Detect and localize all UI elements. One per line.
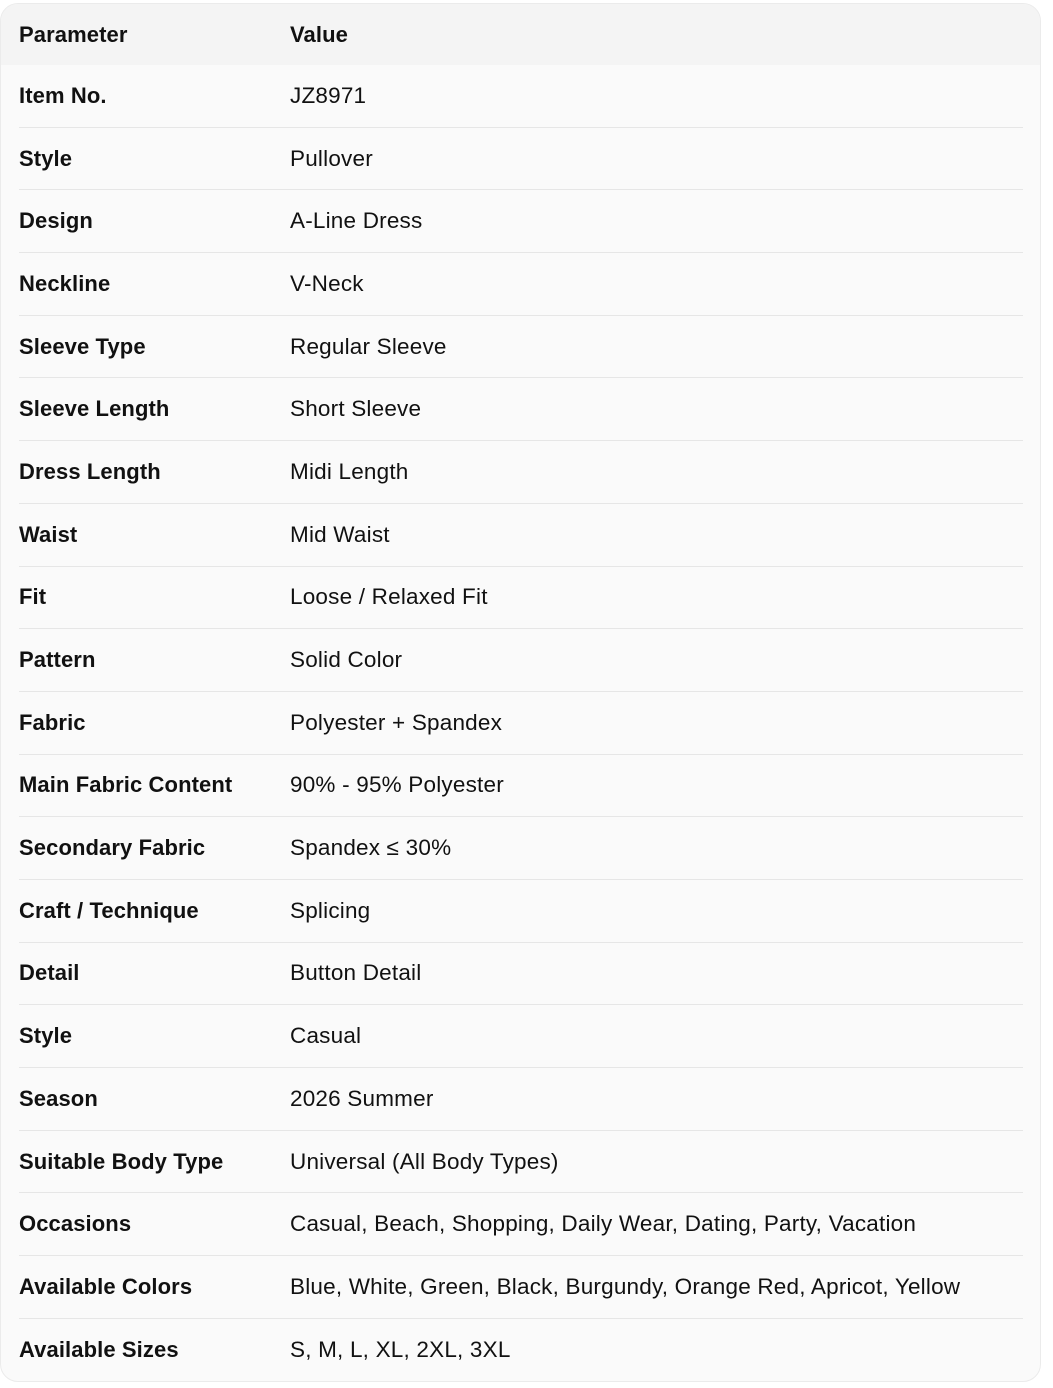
table-row <box>19 692 1023 755</box>
row-parameter: Fabric <box>19 709 86 735</box>
row-parameter: Sleeve Length <box>19 396 170 422</box>
table-row <box>19 504 1023 567</box>
table-row <box>19 378 1023 441</box>
row-value: Mid Waist <box>290 521 390 547</box>
table-row <box>19 128 1023 191</box>
row-parameter: Design <box>19 208 93 234</box>
table-row <box>19 943 1023 1006</box>
header-value: Value <box>290 21 348 47</box>
header-parameter: Parameter <box>19 21 128 47</box>
row-value: Loose / Relaxed Fit <box>290 584 488 610</box>
row-parameter: Waist <box>19 521 78 547</box>
row-parameter: Occasions <box>19 1211 132 1237</box>
table-row <box>19 1131 1023 1194</box>
table-row <box>19 441 1023 504</box>
table-header <box>1 4 1040 65</box>
row-value: V-Neck <box>290 270 364 296</box>
table-row <box>19 316 1023 379</box>
row-parameter: Available Colors <box>19 1273 193 1299</box>
table-row <box>19 1005 1023 1068</box>
row-value: Solid Color <box>290 647 403 673</box>
row-parameter: Secondary Fabric <box>19 835 206 861</box>
row-parameter: Detail <box>19 960 80 986</box>
table-row <box>19 567 1023 630</box>
table-row <box>19 1256 1023 1319</box>
row-value: Short Sleeve <box>290 396 422 422</box>
row-parameter: Main Fabric Content <box>19 772 233 798</box>
row-value: 2026 Summer <box>290 1085 434 1111</box>
row-value: Casual, Beach, Shopping, Daily Wear, Dating, Party, Vacation <box>290 1211 917 1237</box>
table-row <box>19 817 1023 880</box>
table-row <box>19 65 1023 128</box>
table-row <box>19 253 1023 316</box>
row-parameter: Style <box>19 145 73 171</box>
table-row <box>19 190 1023 253</box>
table-row <box>19 880 1023 943</box>
row-parameter: Dress Length <box>19 458 161 484</box>
table-row <box>19 755 1023 818</box>
row-parameter: Style <box>19 1023 73 1049</box>
row-value: Blue, White, Green, Black, Burgundy, Orange Red, Apricot, Yellow <box>290 1273 961 1299</box>
table-row <box>19 629 1023 692</box>
row-parameter: Season <box>19 1085 98 1111</box>
row-value: Spandex ≤ 30% <box>290 835 452 861</box>
row-parameter: Fit <box>19 584 47 610</box>
row-value: A-Line Dress <box>290 208 423 234</box>
table-row <box>19 1319 1023 1382</box>
row-value: Casual <box>290 1023 362 1049</box>
row-parameter: Sleeve Type <box>19 333 146 359</box>
row-parameter: Suitable Body Type <box>19 1148 224 1174</box>
row-value: Button Detail <box>290 960 422 986</box>
row-value: 90% - 95% Polyester <box>290 772 504 798</box>
row-parameter: Neckline <box>19 270 111 296</box>
row-value: Regular Sleeve <box>290 333 447 359</box>
table-body <box>1 65 1040 1381</box>
row-value: JZ8971 <box>290 82 367 108</box>
row-parameter: Available Sizes <box>19 1337 179 1363</box>
row-parameter: Pattern <box>19 647 96 673</box>
row-value: Polyester + Spandex <box>290 709 503 735</box>
row-value: S, M, L, XL, 2XL, 3XL <box>290 1337 511 1363</box>
row-parameter: Item No. <box>19 82 107 108</box>
row-parameter: Craft / Technique <box>19 897 199 923</box>
row-value: Universal (All Body Types) <box>290 1148 559 1174</box>
table-row <box>19 1068 1023 1131</box>
row-value: Midi Length <box>290 458 409 484</box>
row-value: Pullover <box>290 145 373 171</box>
table-row <box>19 1193 1023 1256</box>
spec-table <box>0 3 1041 1382</box>
row-value: Splicing <box>290 897 371 923</box>
